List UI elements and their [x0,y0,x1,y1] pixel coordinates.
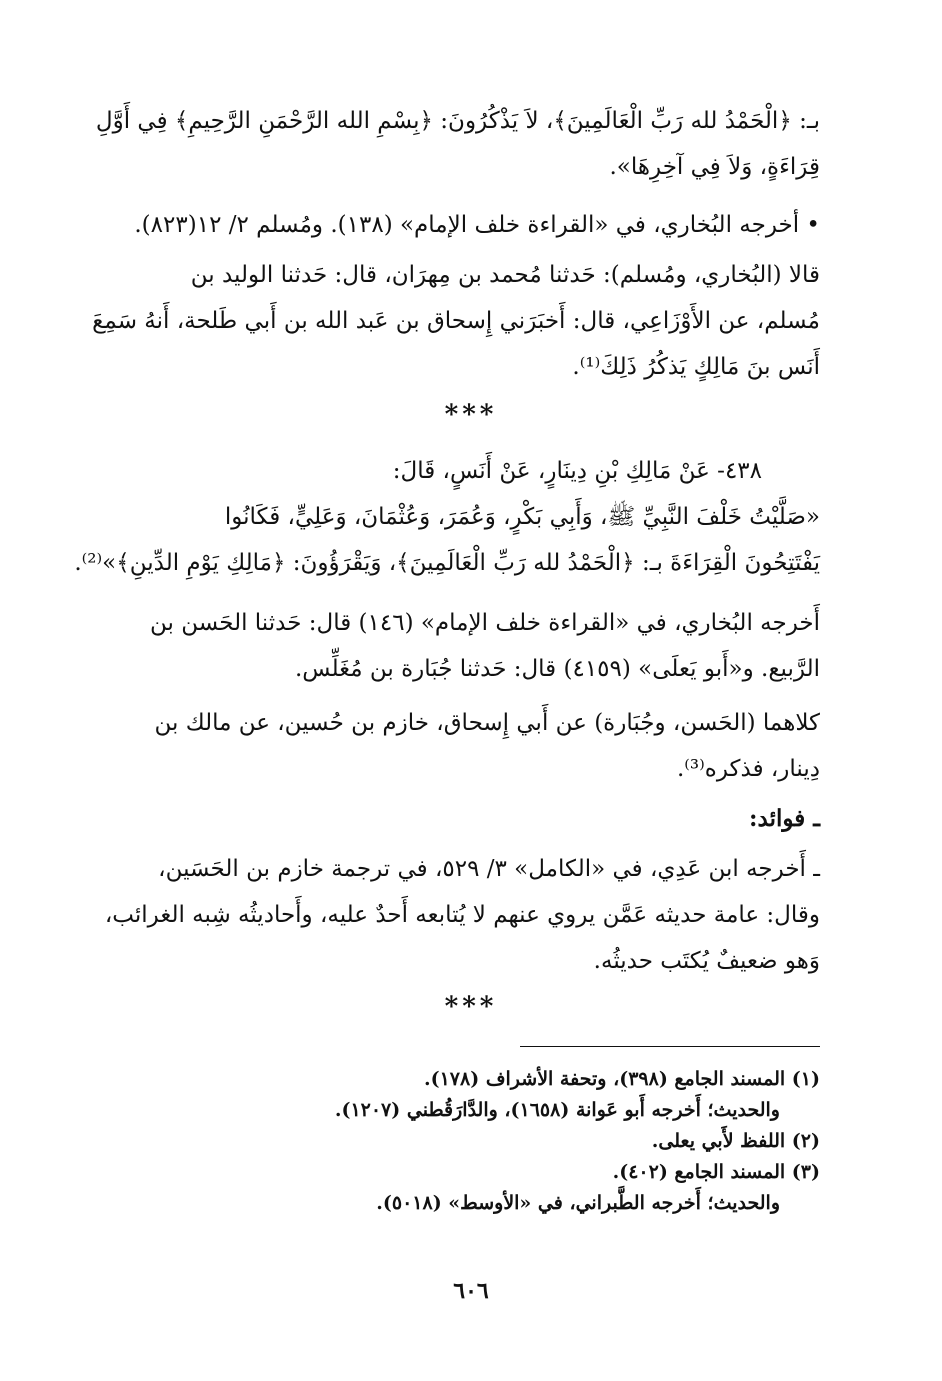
takhrij-437 [78,202,820,248]
text-line: وقال: عامة حديثه عَمَّن يروي عنهم لا يُتابعه أَحدٌ عليه، وأَحاديثُه شِبه الغرائب، [104,902,820,928]
text-line: قالا (البُخاري، ومُسلم): حَدثنا مُحمد بن مِهرَان، قال: حَدثنا الوليد بن [190,262,820,288]
fawaid-heading: ـ فوائد: [749,805,820,832]
text-line: الرَّبيع. و«أَبو يَعلَى» (٤١٥٩) قال: حَدثنا جُبَارة بن مُغَلِّس. [294,656,820,682]
hadith-438-text [74,448,820,586]
takhrij-438 [78,600,820,692]
isnad-437 [78,252,820,390]
text-line: • أخرجه البُخاري، في «القراءة خلف الإمام» (١٣٨). ومُسلم ٢/ ١٢(٨٢٣). [134,212,820,238]
footnote-3: (٣) المسند الجامع (٤٠٢). [612,1161,820,1183]
text-line: دِينار، فذكره⁽³⁾. [676,756,820,782]
text-line: مُسلم، عن الأَوْزَاعِي، قال: أَخبَرَني إِسحاق بن عَبد الله بن أَبي طَلحة، أَنهُ سَمِعَ [92,308,820,334]
text-line: قِرَاءَةٍ، وَلاَ فِي آخِرِهَا». [609,154,820,180]
text-line: بـ: ﴿الْحَمْدُ لله رَبِّ الْعَالَمِينَ﴾، لاَ يَذْكُرُونَ: ﴿بِسْمِ الله الرَّحْمَنِ الرَّحِيمِ﴾ فِي أَوَّلِ [95,108,820,134]
text-line: ـ أَخرجه ابن عَدِي، في «الكامل» ٣/ ٥٢٩، في ترجمة خازم بن الحَسَين، [158,856,820,882]
text-line: يَفْتَتِحُونَ الْقِرَاءَةَ بـ: ﴿الْحَمْدُ لله رَبِّ الْعَالَمِينَ﴾، وَيَقْرَؤُونَ: ﴿مَالِكِ يَوْمِ الدِّينِ﴾»⁽²⁾. [74,550,820,576]
text-line: «صَلَّيْتُ خَلْفَ النَّبِيِّ ﷺ، وَأَبِي بَكْرٍ، وَعُمَرَ، وَعُثْمَانَ، وَعَلِيٍّ، فَكَانُوا [224,504,820,530]
section-separator: *** [444,400,498,430]
page-number: ٦٠٦ [453,1278,489,1304]
footnotes [150,1064,820,1219]
text-line: وَهو ضعيفٌ يُكتَب حديثُه. [593,948,820,974]
footnote-2: (٢) اللفظ لأَبي يعلى. [651,1130,820,1152]
text-line: كلاهما (الحَسن، وجُبَارة) عن أَبي إِسحاق، خازم بن حُسين، عن مالك بن [154,710,820,736]
hadith-437-text [78,98,820,190]
footnote-divider [520,1046,820,1047]
text-line: أَخرجه البُخاري، في «القراءة خلف الإمام» (١٤٦) قال: حَدثنا الحَسن بن [150,610,820,636]
footnote-1: (١) المسند الجامع (٣٩٨)، وتحفة الأشراف (١٧٨). [423,1068,820,1090]
fawaid-text [78,846,820,984]
section-separator: *** [444,992,498,1022]
text-line: أَنَس بنَ مَالِكٍ يَذكُرُ ذَلِكَ⁽¹⁾. [572,354,820,380]
footnote-3-continued: والحديث؛ أَخرجه الطَّبراني، في «الأوسط» (٥٠١٨). [376,1192,780,1214]
footnote-1-continued: والحديث؛ أَخرجه أَبو عَوانة (١٦٥٨)، والدَّارَقُطني (١٢٠٧). [334,1099,780,1121]
isnad-438 [78,700,820,792]
text-line: ٤٣٨- عَنْ مَالِكِ بْنِ دِينَارٍ، عَنْ أَنَسٍ، قَالَ: [392,458,762,484]
